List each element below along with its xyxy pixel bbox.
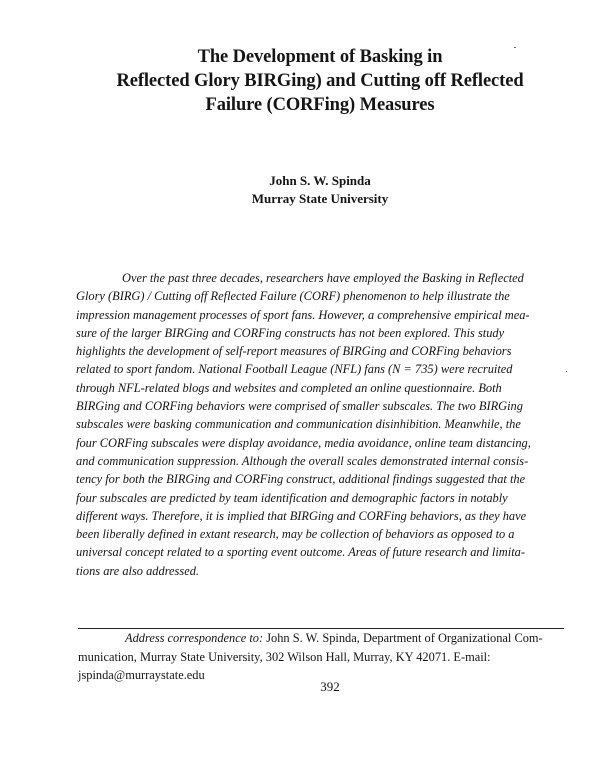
abstract-line: related to sport fandom. National Football League (NFL) fans (N = 735) were recruited (76, 362, 513, 377)
title-line: Failure (CORFing) Measures (205, 95, 435, 115)
abstract-line: highlights the development of self-report measures of BIRGing and CORFing behaviors (76, 344, 512, 359)
author-name: John S. W. Spinda (269, 173, 371, 188)
abstract-line: BIRGing and CORFing behaviors were comprised of smaller subscales. The two BIRGing (76, 399, 523, 414)
abstract-line: tency for both the BIRGing and CORFing construct, additional findings suggested that the (76, 472, 526, 487)
scan-speck (566, 371, 567, 372)
footnote-text: John S. W. Spinda, Department of Organizational Com- (263, 631, 543, 645)
page-number: 392 (320, 679, 340, 694)
scan-speck (514, 47, 516, 48)
abstract-line: been liberally defined in extant research, may be collection of behaviors as opposed to a (76, 527, 515, 542)
abstract (76, 269, 566, 580)
abstract-line: Glory (BIRG) / Cutting off Reflected Failure (CORF) phenomenon to help illustrate the (76, 289, 510, 304)
abstract-line: subscales were basking communication and communication disinhibition. Meanwhile, the (76, 417, 521, 432)
abstract-line: sure of the larger BIRGing and CORFing constructs has not been explored. This study (76, 325, 505, 340)
abstract-line: universal concept related to a sporting event outcome. Areas of future research and limita- (76, 545, 525, 560)
footnote-email-line: jspinda@murraystate.edu (78, 668, 205, 682)
footnote-line: munication, Murray State University, 302 Wilson Hall, Murray, KY 42071. E-mail: (78, 649, 491, 664)
article-title (40, 45, 600, 117)
author-block (40, 172, 600, 208)
title-line: The Development of Basking in (197, 47, 443, 67)
abstract-line: different ways. Therefore, it is implied that BIRGing and CORFing behaviors, as they have (76, 508, 527, 523)
footnote-lead: Address correspondence to: (125, 631, 264, 645)
footnote-line (78, 629, 568, 648)
abstract-line: impression management processes of sport fans. However, a comprehensive empirical mea- (76, 307, 530, 322)
title-line: Reflected Glory BIRGing) and Cutting off Reflected (116, 71, 524, 91)
author-affiliation: Murray State University (251, 191, 389, 206)
abstract-line: tions are also addressed. (76, 563, 199, 578)
abstract-line: four subscales are predicted by team identification and demographic factors in notably (76, 490, 508, 505)
abstract-line: through NFL-related blogs and websites and completed an online questionnaire. Both (76, 380, 502, 395)
abstract-line: Over the past three decades, researchers have employed the Basking in Reflected (122, 271, 524, 285)
abstract-line: and communication suppression. Although the overall scales demonstrated internal consis- (76, 453, 529, 468)
footnote (78, 629, 568, 685)
abstract-line: four CORFing subscales were display avoidance, media avoidance, online team distancing, (76, 435, 531, 450)
